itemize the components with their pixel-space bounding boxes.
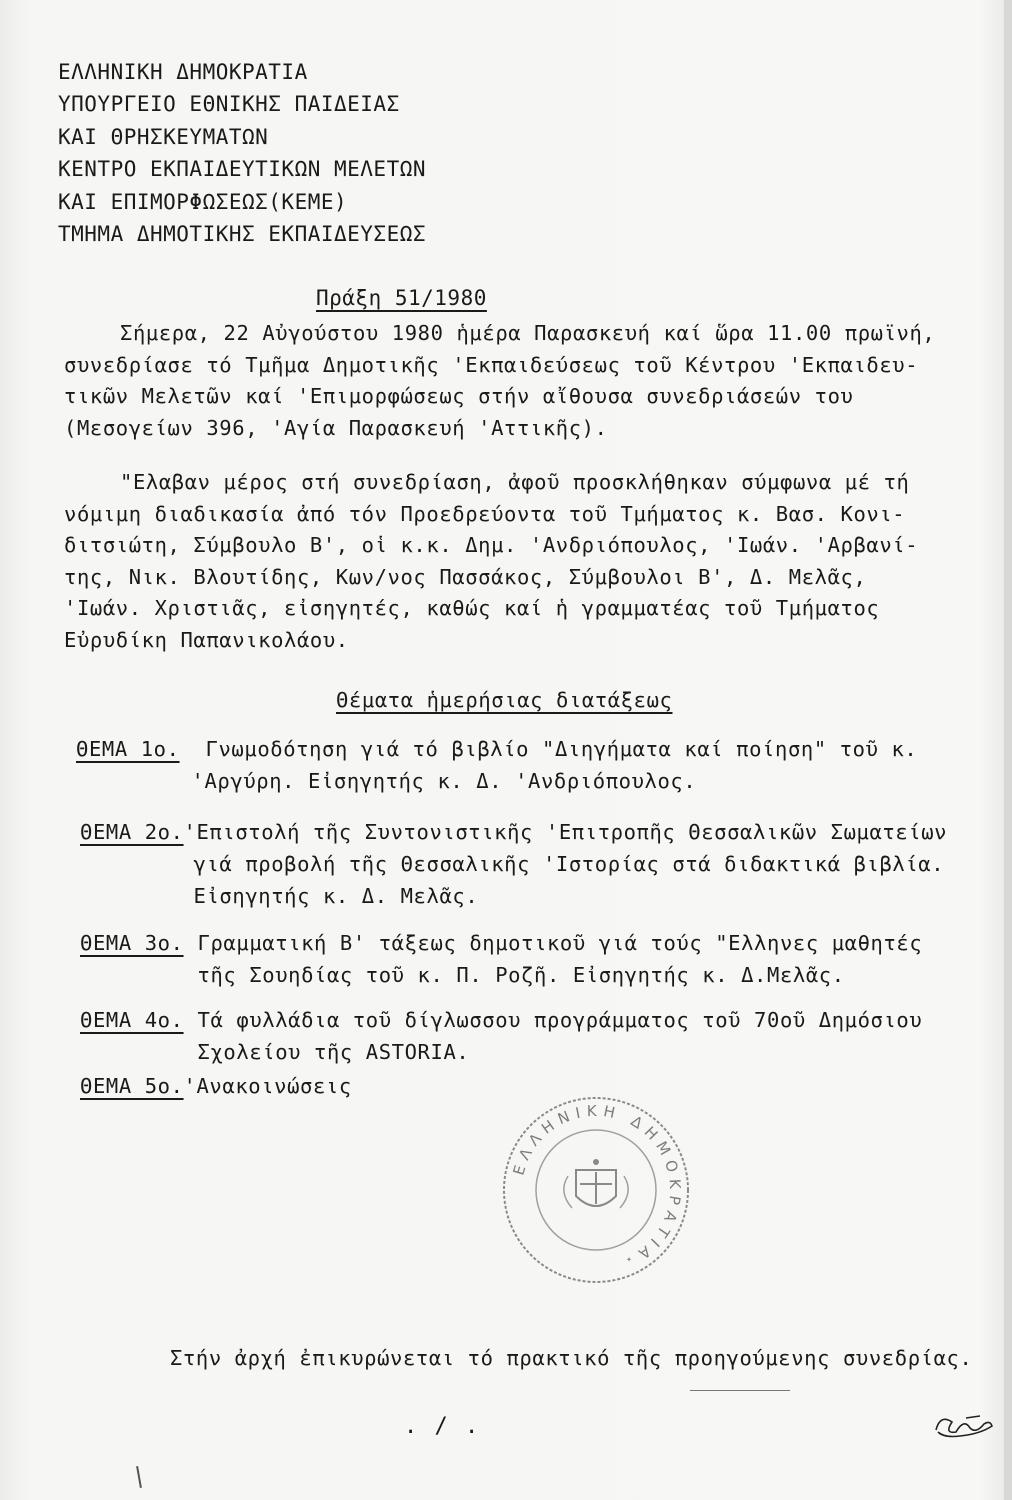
agenda-item xyxy=(80,817,1004,912)
official-seal-stamp xyxy=(498,1092,694,1288)
agenda-item xyxy=(80,928,968,992)
paragraph-line: τικῶν Μελετῶν καί 'Επιμορφώσεως στήν αἴθουσα συνεδριάσεών του xyxy=(64,384,854,409)
paragraph-line: Σήμερα, 22 Αὐγούστου 1980 ἡμέρα Παρασκευή καί ὥρα 11.00 πρωϊνή, xyxy=(120,321,936,345)
closing-statement: Στήν ἀρχή ἐπικυρώνεται τό πρακτικό τῆς προηγούμενης συνεδρίας. xyxy=(170,1346,973,1370)
letterhead-line: ΚΑΙ ΘΡΗΣΚΕΥΜΑΤΩΝ xyxy=(58,124,269,149)
seal-lettering: ΕΛΛΗΝΙΚΗ ΔΗΜΟΚΡΑΤΙΑ xyxy=(509,1101,685,1267)
opening-paragraph xyxy=(64,318,994,444)
closing-rule xyxy=(690,1390,790,1391)
agenda-heading: Θέματα ἡμερήσιας διατάξεως xyxy=(336,688,673,712)
agenda-item-label: ΘΕΜΑ 1ο. xyxy=(76,737,180,761)
paragraph-line: διτσιώτη, Σύμβουλο Β', οἱ κ.κ. Δημ. 'Ανδριόπουλος, 'Ιωάν. 'Αρβανί- xyxy=(64,533,919,558)
paragraph-line: "Ελαβαν μέρος στή συνεδρίαση, ἀφοῦ προσκλήθηκαν σύμφωνα μέ τή xyxy=(120,470,910,494)
paragraph-line: 'Ιωάν. Χριστιᾶς, εἰσηγητές, καθώς καί ἡ γραμματέας τοῦ Τμήματος xyxy=(64,596,880,621)
agenda-item-text: Γραμματική Β' τάξεως δημοτικοῦ γιά τούς "Ελληνες μαθητές τῆς Σουηδίας τοῦ κ. Π. Ροζῆ. Εἰσηγητής κ. Δ.Μελᾶς. xyxy=(197,931,923,987)
agenda-item xyxy=(76,734,986,798)
letterhead-line: ΥΠΟΥΡΓΕΙΟ ΕΘΝΙΚΗΣ ΠΑΙΔΕΙΑΣ xyxy=(58,92,400,117)
agenda-item xyxy=(80,1005,968,1069)
document-title: Πράξη 51/1980 xyxy=(316,286,487,310)
agenda-item-label: ΘΕΜΑ 4ο. xyxy=(80,1008,184,1032)
continuation-mark: . / . xyxy=(404,1414,481,1439)
page-edge-shadow xyxy=(1004,0,1012,1500)
paragraph-line: συνεδρίασε τό Τμῆμα Δημοτικῆς 'Εκπαιδεύσεως τοῦ Κέντρου 'Εκπαιδευ- xyxy=(64,352,919,377)
agenda-item-text: 'Ανακοινώσεις xyxy=(183,1074,352,1098)
paragraph-line: Εὐρυδίκη Παπανικολάου. xyxy=(64,627,349,652)
letterhead-line: ΚΑΙ ΕΠΙΜΟΡΦΩΣΕΩΣ(ΚΕΜΕ) xyxy=(58,189,348,214)
agenda-item-label: ΘΕΜΑ 2ο. xyxy=(80,820,184,844)
agenda-item-text: 'Επιστολή τῆς Συντονιστικῆς 'Επιτροπῆς Θεσσαλικῶν Σωματείων γιά προβολή τῆς Θεσσαλικῆς 'Ιστορίας στά διδακτικά βιβλία. Εἰσηγητής κ. Δ. Μελᾶς. xyxy=(183,820,948,908)
paragraph-line: της, Νικ. Βλουτίδης, Κων/νος Πασσάκος, Σύμβουλοι Β', Δ. Μελᾶς, xyxy=(64,564,867,589)
letterhead xyxy=(58,56,426,250)
paragraph-line: νόμιμη διαδικασία ἀπό τόν Προεδρεύοντα τοῦ Τμήματος κ. Βασ. Κονι- xyxy=(64,501,906,526)
paragraph-line: (Μεσογείων 396, 'Αγία Παρασκευή 'Αττικῆς). xyxy=(64,415,608,440)
agenda-item-label: ΘΕΜΑ 3ο. xyxy=(80,931,184,955)
letterhead-line: ΚΕΝΤΡΟ ΕΚΠΑΙΔΕΥΤΙΚΩΝ ΜΕΛΕΤΩΝ xyxy=(58,157,427,182)
attendees-paragraph xyxy=(64,467,994,657)
agenda-item-text: Τά φυλλάδια τοῦ δίγλωσσου προγράμματος τοῦ 70οῦ Δημόσιου Σχολείου τῆς ASTORIA. xyxy=(197,1008,923,1064)
letterhead-line: ΕΛΛΗΝΙΚΗ ΔΗΜΟΚΡΑΤΙΑ xyxy=(58,60,308,84)
agenda-item-label: ΘΕΜΑ 5ο. xyxy=(80,1074,184,1098)
handwritten-initials-signature xyxy=(930,1404,994,1444)
agenda-item-text: Γνωμοδότηση γιά τό βιβλίο "Διηγήματα καί ποίηση" τοῦ κ. 'Αργύρη. Εἰσηγητής κ. Δ. 'Ανδριόπουλος. xyxy=(191,737,918,793)
coat-of-arms-icon xyxy=(564,1159,628,1208)
margin-tick-mark xyxy=(136,1466,142,1488)
letterhead-line: ΤΜΗΜΑ ΔΗΜΟΤΙΚΗΣ ΕΚΠΑΙΔΕΥΣΕΩΣ xyxy=(58,222,427,247)
svg-text:✦: ✦ xyxy=(626,1254,633,1265)
